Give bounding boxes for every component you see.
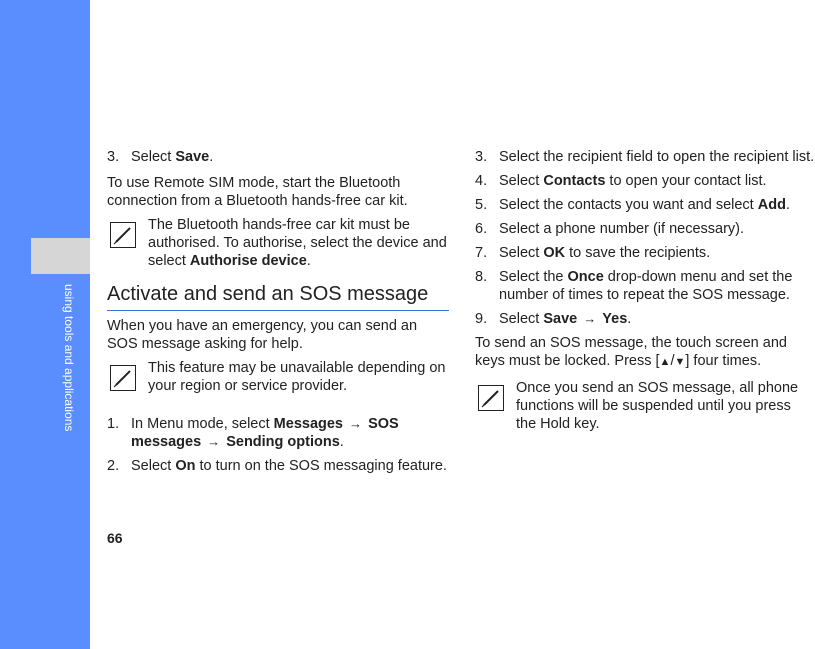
note-feature-unavailable: This feature may be unavailable depending on your region or service provider.	[107, 359, 449, 395]
step-3-save: 3. Select Save.	[107, 149, 214, 165]
step-1-menu: 1. In Menu mode, select Messages → SOS messages → Sending options.	[107, 416, 399, 450]
right-column	[475, 148, 815, 433]
sidebar-tab	[31, 238, 90, 274]
lock-paragraph: To send an SOS message, the touch screen and keys must be locked. Press [▲/▼] four times.	[475, 335, 787, 369]
step-9-save-yes: 9. Select Save → Yes.	[475, 311, 632, 327]
sidebar-label: using tools and applications	[62, 284, 76, 432]
up-arrow-icon: ▲	[659, 356, 671, 368]
down-arrow-icon: ▼	[674, 356, 686, 368]
section-heading: Activate and send an SOS message	[107, 282, 449, 311]
step-2-on: 2. Select On to turn on the SOS messaging feature.	[107, 458, 447, 474]
step-6-phone-number: 6. Select a phone number (if necessary).	[475, 221, 745, 237]
step-3-recipient: 3. Select the recipient field to open the recipient list.	[475, 149, 815, 165]
step-4-contacts: 4. Select Contacts to open your contact list.	[475, 173, 767, 189]
note-pencil-icon	[110, 365, 136, 391]
sidebar	[0, 0, 90, 649]
note-functions-suspended: Once you send an SOS message, all phone functions will be suspended until you press the Hold key.	[475, 379, 815, 433]
step-8-once: 8. Select the Once drop-down menu and set the number of times to repeat the SOS message.	[475, 269, 793, 303]
left-column	[107, 148, 449, 475]
note-pencil-icon	[478, 385, 504, 411]
page-number: 66	[107, 530, 123, 546]
step-7-ok: 7. Select OK to save the recipients.	[475, 245, 711, 261]
note-pencil-icon	[110, 222, 136, 248]
step-5-add: 5. Select the contacts you want and select Add.	[475, 197, 790, 213]
note-bluetooth-authorise: The Bluetooth hands-free car kit must be authorised. To authorise, select the device and select Authorise device.	[107, 216, 449, 270]
sos-intro-paragraph: When you have an emergency, you can send an SOS message asking for help.	[107, 318, 418, 352]
remote-sim-paragraph: To use Remote SIM mode, start the Bluetooth connection from a Bluetooth hands-free car kit.	[107, 175, 408, 209]
